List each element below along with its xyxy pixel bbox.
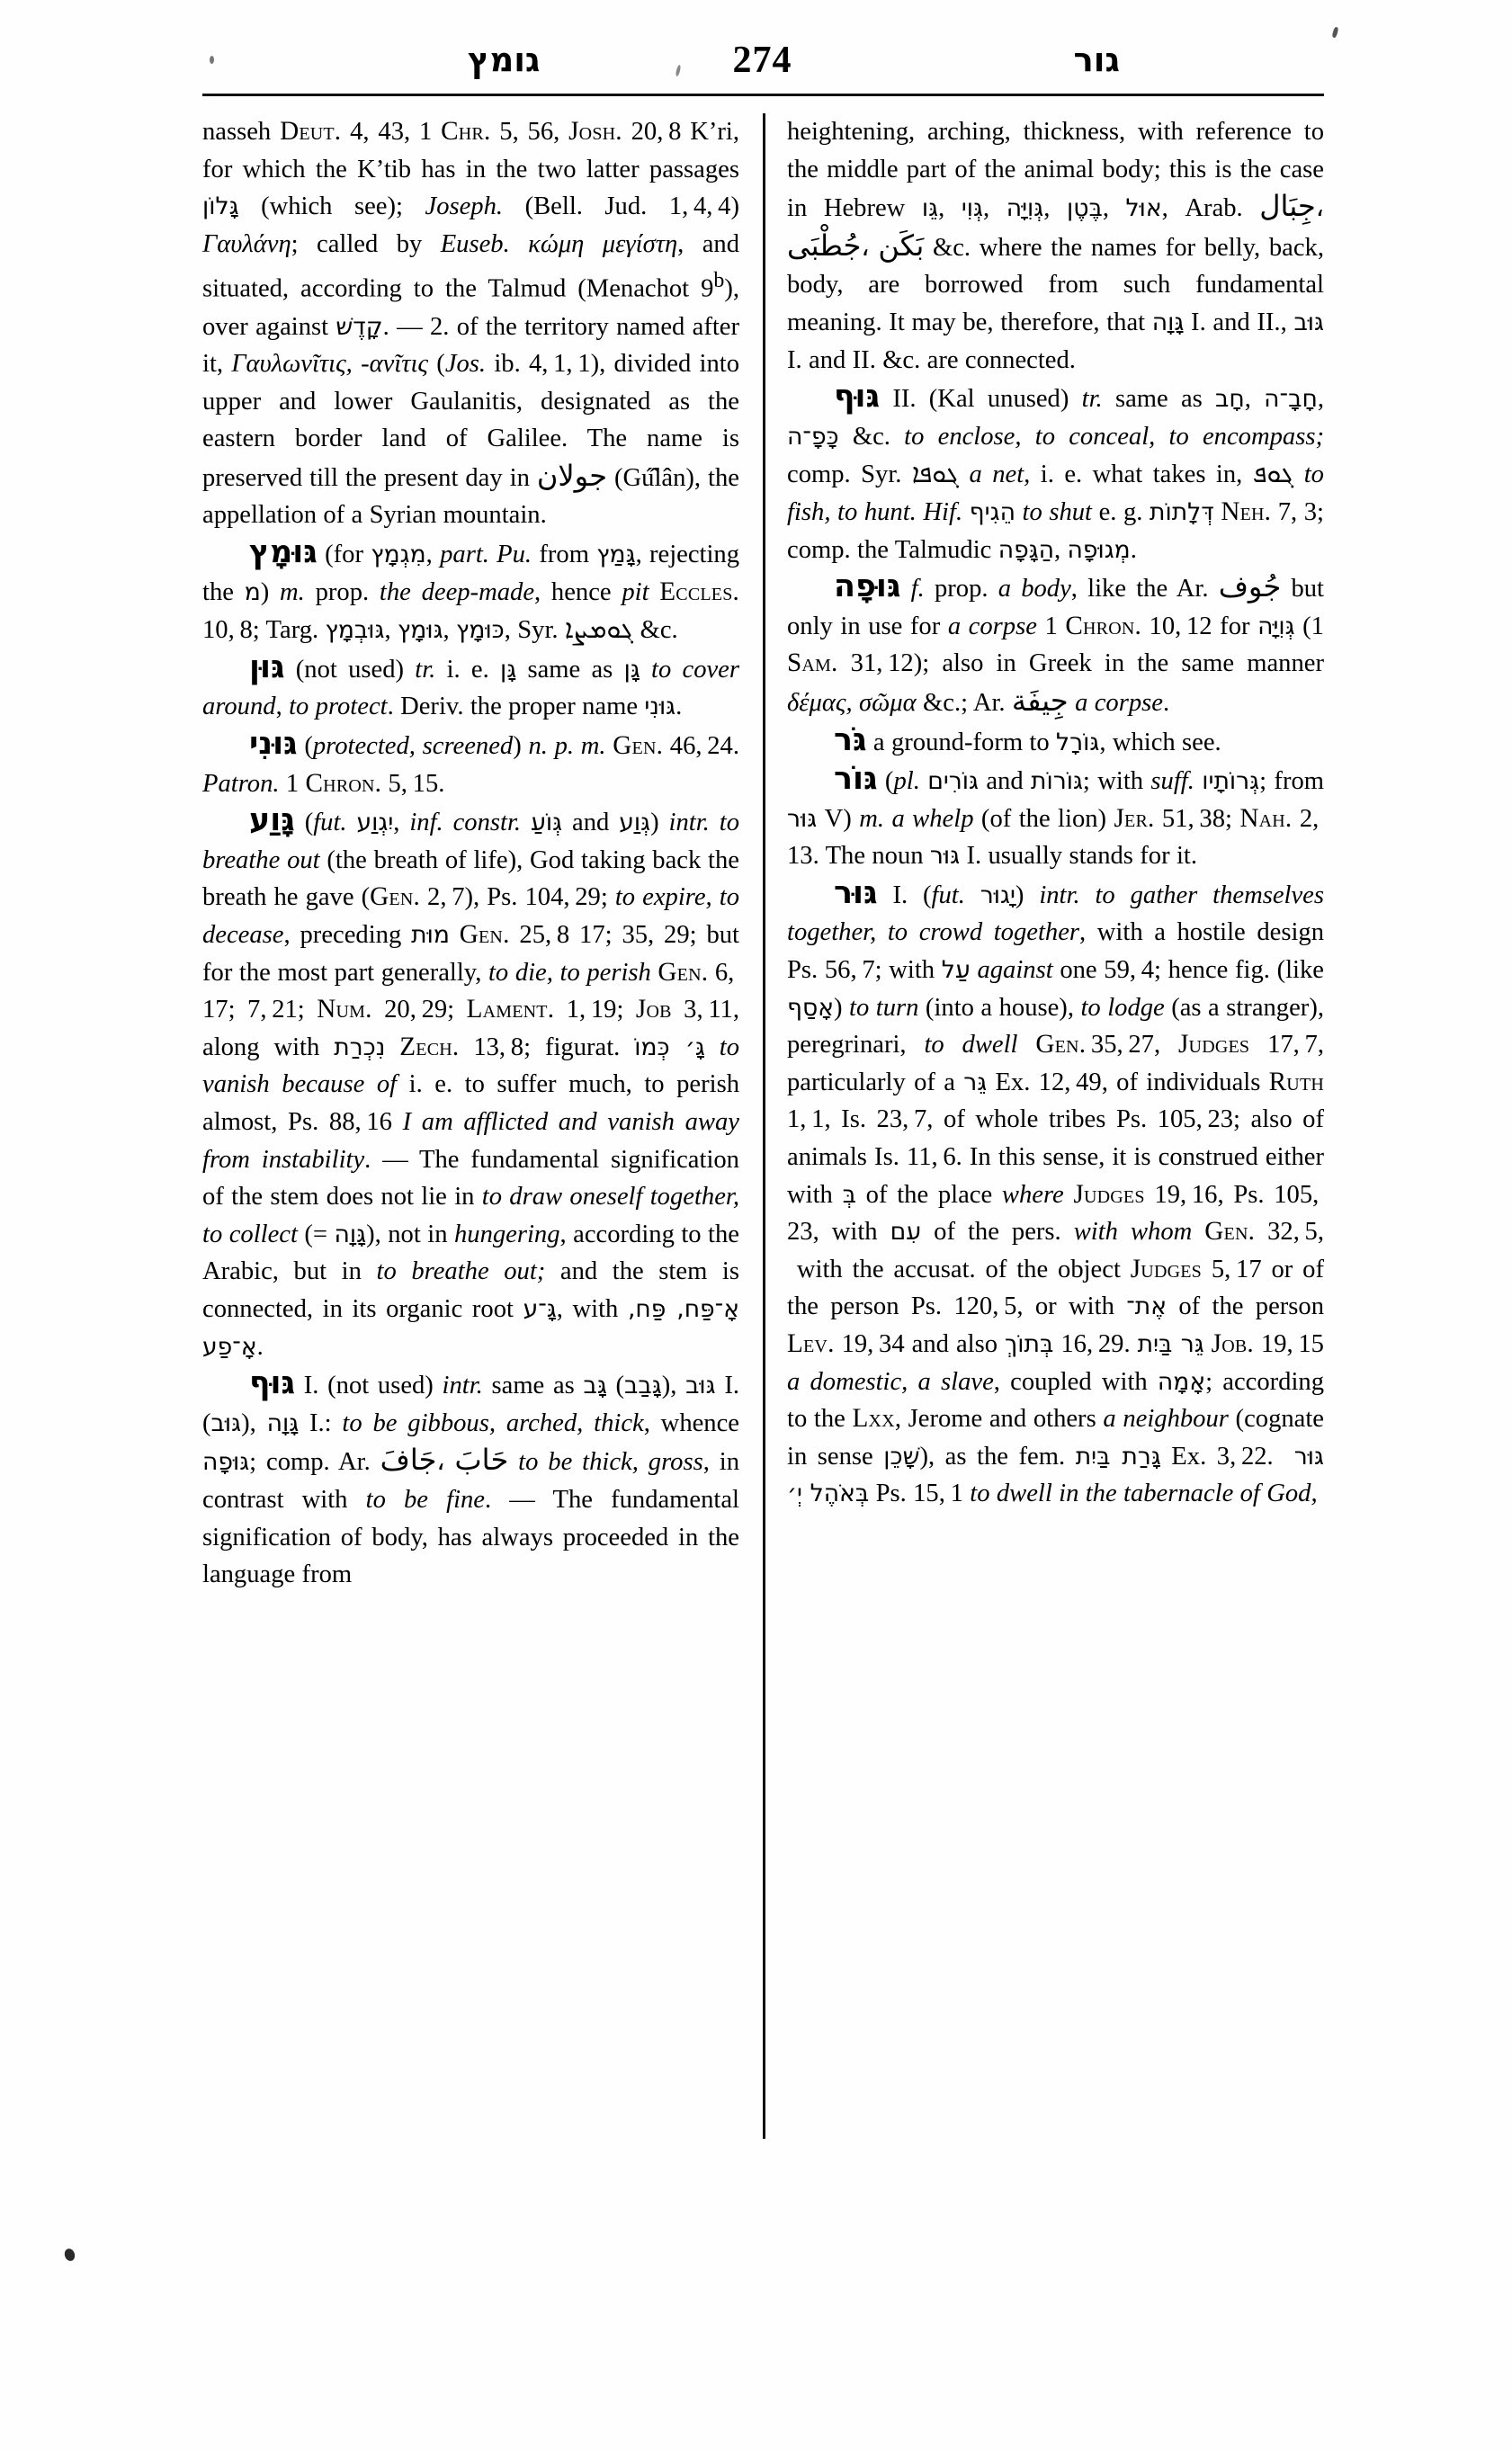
scan-speck-bottom-left (63, 2248, 76, 2263)
entry-gor: גֹּר a ground-form to גּוֹרָל, which see. (834, 721, 1221, 758)
entry-guf-one: גּוּף I. (not used) intr. same as גָּב (גָּבַב), גּוּב I. (גּוּב), גָּוָה I.: to be gibbous, arched, thick, whence גּוּפָה; comp. Ar. جَافَ، حَابَ to be thick, gross, in contrast with to be fine. — The fundamental signification of body, has always proceeded in the language from (202, 1365, 740, 1589)
paragraph-guf-introduction: heightening, arching, thickness, with reference to the middle part of the animal body; this is the case in Hebrew גֵּו, גְּוִי, גְּוִיָּה, בֶּטֶן, אוּל, Arab. جِبَال، جُطْبَى، بَكَن &c. where the names for belly, back, body, are borrowed from such fundamental meaning. It may be, therefore, that גָּוָה I. and II., גּוּב I. and II. &c. are connected. (787, 118, 1324, 374)
entry-gufa: גּוּפָה f. prop. a body, like the Ar. جُوف but only in use for a corpse 1 Chron. 10, 12 for גְּוִיָּה (1 Sam. 31, 12); also in Greek in the same manner δέμας, σῶμα &c.; Ar. جِيفَة a corpse. (787, 568, 1324, 718)
headword-guni: גּוּנִי (249, 726, 298, 763)
header-rule (202, 94, 1324, 96)
entry-guni: גּוּנִי (protected, screened) n. p. m. Gen. 46, 24. Patron. 1 Chron. 5, 15. (202, 726, 739, 798)
entry-gur-one: גּוּר I. (fut. יָגוּר) intr. to gather themselves together, to crowd together, with a hostile design Ps. 56, 7; with עַל against one 59, 4; hence fig. (like אָסַף) to turn (into a house), to lodge (as a stranger), peregrinari, to dwell Gen. 35, 27, Judges 17, 7, particularly of a גֵּר Ex. 12, 49, of individuals Ruth 1, 1, Is. 23, 7, of whole tribes Ps. 105, 23; also of animals Is. 11, 6. In this sense, it is construed either with בְּ of the place where Judges 19, 16, Ps. 105, 23, with עִם of the pers. with whom Gen. 32, 5, with the accusat. of the object Judges 5, 17 or of the person Ps. 120, 5, or with אֶת־ of the person Lev. 19, 34 and also בְּתוֹךְ 16, 29. גֵּר בַּיִת Job. 19, 15 a domestic, a slave, coupled with אָמָה; according to the Lxx, Jerome and others a neighbour (cognate in sense שָׁכֵן), as the fem. גָּרַת בַּיִת Ex. 3, 22. גּוּר בְּאֹהֶל יְ׳ Ps. 15, 1 to dwell in the tabernacle of God, (787, 874, 1325, 1508)
headword-gor: גֹּר (834, 721, 867, 758)
entry-gava: גָּוַע (fut. יִגְוַע, inf. constr. גְּוֹעַ and גְּוַע) intr. to breathe out (the breath of life), God taking back the breath he gave (Gen. 2, 7), Ps. 104, 29; to expire, to decease, preceding מוּת Gen. 25, 8 17; 35, 29; but for the most part generally, to die, to perish Gen. 6, 17; 7, 21; Num. 20, 29; Lament. 1, 19; Job 3, 11, along with נִכְרַת Zech. 13, 8; figurat. גָּ׳ כְּמוֹ to vanish because of i. e. to suffer much, to perish almost, Ps. 88, 16 I am afflicted and vanish away from instability. — The fundamental signification of the stem does not lie in to draw oneself together, to collect (= גָּוָה), not in hungering, according to the Arabic, but in to breathe out; and the stem is connected, in its organic root גָּ־ע, with אָ־פַּח, פַּח, אָ־פַע. (202, 802, 740, 1361)
entry-gumats: גּוּמָץ (for מִגְמָץ, part. Pu. from גָּמַץ, rejecting the מ) m. prop. the deep-made, hence pit Eccles. 10, 8; Targ. גּוּבְמָץ, גּוּמָץ, כּוּמָץ, Syr. ܓܘܡܨܐ &c. (202, 534, 740, 645)
headword-guf-one: גּוּף (249, 1365, 296, 1402)
scan-speck-top-right (1331, 27, 1338, 39)
running-head-left-headword: גומץ (468, 40, 541, 79)
headword-gava: גָּוַע (249, 802, 295, 839)
two-column-body (202, 113, 1324, 2146)
column-divider-rule (763, 113, 765, 2139)
page-number: 274 (732, 40, 792, 81)
headword-gufa: גּוּפָה (834, 568, 901, 605)
headword-gur-one: גּוּר (834, 874, 878, 911)
headword-gumats: גּוּמָץ (249, 534, 318, 571)
entry-gun: גּוּן (not used) tr. i. e. גָּן same as גָּן to cover around, to protect. Deriv. the proper name גּוּנִי. (202, 648, 740, 721)
headword-gor-whelp: גּוֹר (834, 761, 878, 798)
scan-speck-upper-left (210, 56, 214, 64)
headword-guf-two: גּוּף (834, 379, 881, 416)
right-text-column (787, 113, 1324, 2146)
entry-gor-whelp: גּוֹר (pl. גּוֹרִים and גּוֹרוֹת; with suff. גְּרוֹתָיו; from גּוּר V) m. a whelp (of the lion) Jer. 51, 38; Nah. 2, 13. The noun גּוּר I. usually stands for it. (787, 761, 1325, 871)
left-text-column (202, 113, 739, 2146)
headword-gun: גּוּן (249, 648, 285, 685)
running-head-right-headword: גור (1073, 40, 1120, 79)
paragraph-gaulan-continued: nasseh Deut. 4, 43, 1 Chr. 5, 56, Josh. 20, 8 K’ri, for which the K’tib has in the two latter passages גָּלוֹן (which see); Joseph. (Bell. Jud. 1, 4, 4) Γαυλάνη; called by Euseb. κώμη μεγίστη, and situated, according to the Talmud (Menachot 9$^b$), over against קָדֶשׁ. — 2. of the territory named after it, Γαυλωνῖτις, -ανῖτις (Jos. ib. 4, 1, 1), divided into upper and lower Gaulanitis, designated as the eastern border land of Galilee. The name is preserved till the present day in جولان (Gú̂lân), the appellation of a Syrian mountain. (202, 117, 740, 530)
running-head (202, 34, 1322, 90)
entry-guf-two: גּוּף II. (Kal unused) tr. same as חָב, חָבָ־ה, כָּפָ־ה &c. to enclose, to conceal, to encompass; comp. Syr. ܓܘܦܐ a net, i. e. what takes in, ܓܘܦ to fish, to hunt. Hif. הֵגִיף to shut e. g. דְּלָתוֹת Neh. 7, 3; comp. the Talmudic הַגָּפָה, מְגוּפָה. (787, 379, 1324, 564)
